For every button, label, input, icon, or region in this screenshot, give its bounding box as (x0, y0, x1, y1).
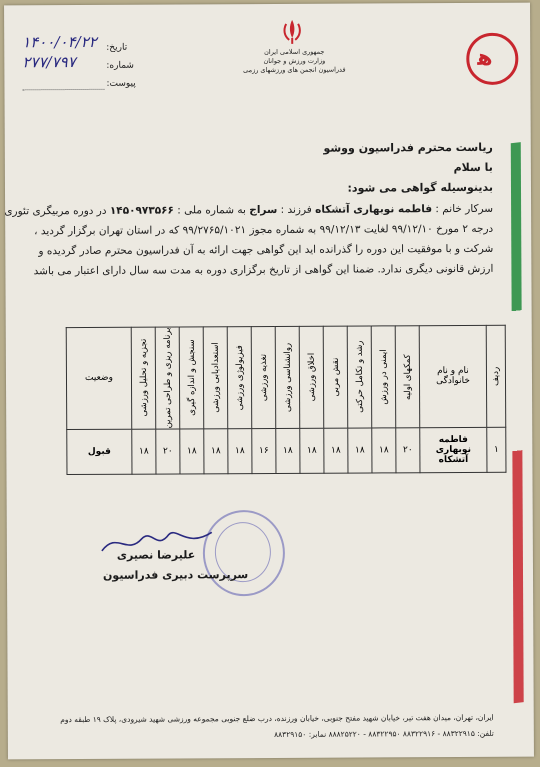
ministry-line-1: جمهوری اسلامی ایران (264, 47, 325, 57)
header-cell: تجزیه و تحلیل ورزشی (131, 327, 156, 429)
header-cell: نام و نام خانوادگی (419, 325, 487, 427)
row-cell: ۱ (487, 427, 506, 472)
footer-phones: تلفن: ۸۸۳۲۲۹۱۵ - ۸۸۳۲۲۹۱۶ ۸۸۳۲۲۹۵۰ - ۸۸۸۲۵۲۲۰ نمابر: ۸۸۳۲۹۱۵۰ (274, 728, 494, 739)
body-line-4: ارزش قانونی دیگری ندارد. ضمنا این گواهی از تاریخ برگزاری دوره به مدت سه سال دارای اعتبار می باشد (33, 262, 494, 278)
iran-emblem-icon (280, 18, 304, 46)
date-value: ۱۴۰۰/۰۴/۲۲ (22, 32, 97, 52)
signatory-title: سرپرست دبیری فدراسیون (102, 568, 249, 582)
row-cell: ۱۸ (132, 429, 156, 474)
date-label: تاریخ: (106, 42, 128, 53)
row-cell: ۱۸ (180, 429, 204, 474)
row-cell: ۲۰ (396, 428, 420, 473)
header-cell: رشد و تکامل حرکتی (347, 326, 372, 428)
row-cell: فاطمه نوبهاری آتشکاه (420, 427, 487, 473)
header-cell: سنجش و اندازه گیری (179, 327, 204, 429)
header-cell: برنامه ریزی و طراحی تمرین (155, 327, 180, 429)
addressee: ریاست محترم فدراسیون ووشو (323, 140, 493, 155)
body-line-1 (4, 203, 493, 218)
header-cell: استعدادیابی ورزشی (203, 327, 228, 429)
header-cell: ایمنی در ورزش (371, 326, 396, 428)
national-id-label: به شماره ملی : (177, 204, 246, 217)
row-cell: ۱۸ (276, 428, 300, 473)
recipient-name: فاطمه نوبهاری آتشکاه (315, 203, 433, 216)
row-cell: ۱۸ (324, 428, 348, 473)
greeting: با سلام (453, 160, 493, 175)
ministry-line-2: وزارت ورزش و جوانان (263, 56, 326, 66)
header-cell: فیزیولوژی ورزشی (227, 327, 252, 429)
grades-table (66, 325, 507, 475)
header-cell: اخلاق ورزشی (299, 326, 324, 428)
row-cell: قبول (67, 429, 132, 475)
footer-address: ایران، تهران، میدان هفت تیر، خیابان شهید مفتح جنوبی، خیابان ورزنده، درب ضلع جنوبی مجموعه ورزشی شهید شیرودی، پلاک ۱۹ طبقه دوم (60, 712, 494, 725)
row-cell: ۱۸ (300, 428, 324, 473)
header-cell: روانشناسی ورزشی (275, 326, 300, 428)
child-of-label: فرزند : (280, 203, 312, 216)
table-row (67, 427, 506, 474)
number-value: ۲۷۷/۷۹۷ (22, 53, 76, 72)
header-cell: نقش مربی (323, 326, 348, 428)
header-cell: تغذیه ورزشی (251, 326, 276, 428)
document-page (4, 3, 534, 760)
course-label: در دوره مربیگری تئوری (4, 204, 107, 218)
header-cell: کمکهای اولیه (395, 326, 420, 428)
number-label: شماره: (106, 60, 134, 71)
attachment-label: پیوست: (106, 78, 136, 89)
signatory-name: علیرضا نصیری (116, 548, 196, 562)
father-name: سراج (249, 203, 278, 217)
row-cell: ۲۰ (156, 429, 180, 474)
flag-stripe (511, 142, 524, 703)
row-cell: ۱۸ (372, 428, 396, 473)
certify-line: بدینوسیله گواهی می شود: (347, 180, 494, 195)
row-cell: ۱۶ (252, 428, 276, 473)
header-cell: ردیف (486, 325, 506, 427)
row-cell: ۱۸ (228, 428, 252, 473)
title-text: سرکار خانم : (435, 202, 494, 216)
federation-logo: ﻫ (466, 33, 518, 85)
ministry-line-3: فدراسیون انجمن های ورزشهای رزمی (243, 65, 346, 75)
header-cell: وضعیت (66, 327, 132, 429)
body-line-2: درجه ۲ مورخ ۹۹/۱۲/۱۰ لغایت ۹۹/۱۲/۱۳ به شماره مجوز ۹۹/۲۷۶۵/۱۰۲۱ که در استان تهران برگزار گردید ، (34, 222, 494, 238)
attachment-line (22, 89, 104, 90)
national-id: ۱۴۵۰۹۷۳۵۶۶ (109, 204, 174, 217)
table-header-row (66, 325, 506, 429)
row-cell: ۱۸ (204, 429, 228, 474)
row-cell: ۱۸ (348, 428, 372, 473)
body-line-3: شرکت و با موفقیت این دوره را گذرانده اید این گواهی جهت ارائه به آن فدراسیون محترم صادر گردیده و (38, 242, 494, 258)
